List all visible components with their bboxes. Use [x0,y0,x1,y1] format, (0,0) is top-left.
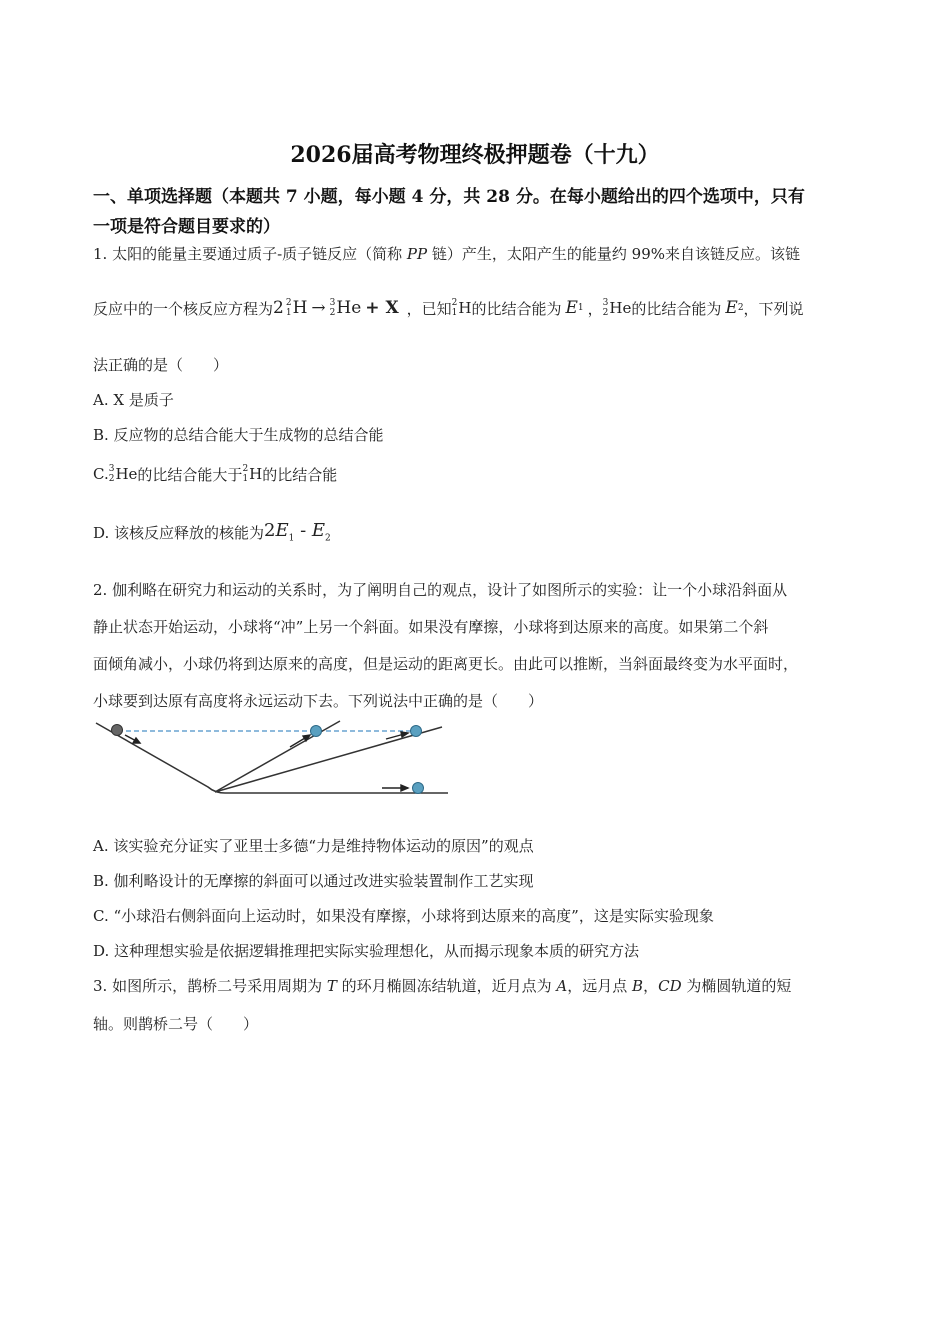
q1-line2: 反应中的一个核反应方程为 2 2 1 H → 3 2 He + X ，已知 2 1 H 的比结合能为 E 1 ， 3 2 He 的比结合能为 E 2 ，下列说 [93,298,804,318]
q2-line1: 2. 伽利略在研究力和运动的关系时，为了阐明自己的观点，设计了如图所示的实验：让一个小球沿斜面从 [93,581,788,599]
q2-option-c: C. “小球沿右侧斜面向上运动时，如果没有摩擦，小球将到达原来的高度”，这是实际实验现象 [93,907,714,925]
nuclear-equation: 2 2 1 H → 3 2 He + X [273,298,399,318]
incline-experiment-figure [90,715,460,805]
ball-gentle [411,726,422,737]
q2-line3: 面倾角减小，小球仍将到达原来的高度，但是运动的距离更长。由此可以推断，当斜面最终变为水平面时， [93,655,799,673]
gentle-right-slope [215,727,442,792]
q3-line2: 轴。则鹊桥二号（ ） [93,1015,259,1033]
q1-option-b: B. 反应物的总结合能大于生成物的总结合能 [93,426,384,444]
q1-line1: 1. 太阳的能量主要通过质子-质子链反应（简称 PP 链）产生，太阳产生的能量约 99%来自该链反应。该链 [93,245,800,263]
q1-line3: 法正确的是（ ） [93,356,229,374]
left-slope-and-floor [96,723,448,793]
page-title: 2026届高考物理终极押题卷（十九） [290,142,660,168]
ball-steep [311,726,322,737]
ball-floor [413,783,424,794]
q2-line4: 小球要到达原有高度将永远运动下去。下列说法中正确的是（ ） [93,692,544,710]
q1-option-a: A. X 是质子 [93,391,174,409]
q2-line2: 静止状态开始运动，小球将“冲”上另一个斜面。如果没有摩擦，小球将到达原来的高度。如果第二个斜 [93,618,769,636]
deuterium-symbol: 2 1 H [451,298,472,318]
q1-option-d: D. 该核反应释放的核能为 $2E_1 - E_2$ [93,520,331,544]
section-heading-line1: 一、单项选择题（本题共 7 小题，每小题 4 分，共 28 分。在每小题给出的四个选项中，只有 [93,187,805,207]
deuterium-symbol: 2 1 H [242,464,263,484]
q3-line1: 3. 如图所示，鹊桥二号采用周期为 T 的环月椭圆冻结轨道，近月点为 A，远月点 B，CD 为椭圆轨道的短 [93,977,792,995]
q2-option-a: A. 该实验充分证实了亚里士多德“力是维持物体运动的原因”的观点 [93,837,534,855]
q1-option-c: C. 3 2 He 的比结合能大于 2 1 H 的比结合能 [93,464,338,484]
ball-start [112,725,123,736]
q2-option-d: D. 这种理想实验是依据逻辑推理把实际实验理想化，从而揭示现象本质的研究方法 [93,942,640,960]
helium3-symbol: 3 2 He [602,298,632,318]
q2-option-b: B. 伽利略设计的无摩擦的斜面可以通过改进实验装置制作工艺实现 [93,872,534,890]
section-heading-line2: 一项是符合题目要求的） [93,217,280,237]
helium3-symbol: 3 2 He [108,464,138,484]
energy-expression: $2E_1 - E_2$ [264,520,331,544]
